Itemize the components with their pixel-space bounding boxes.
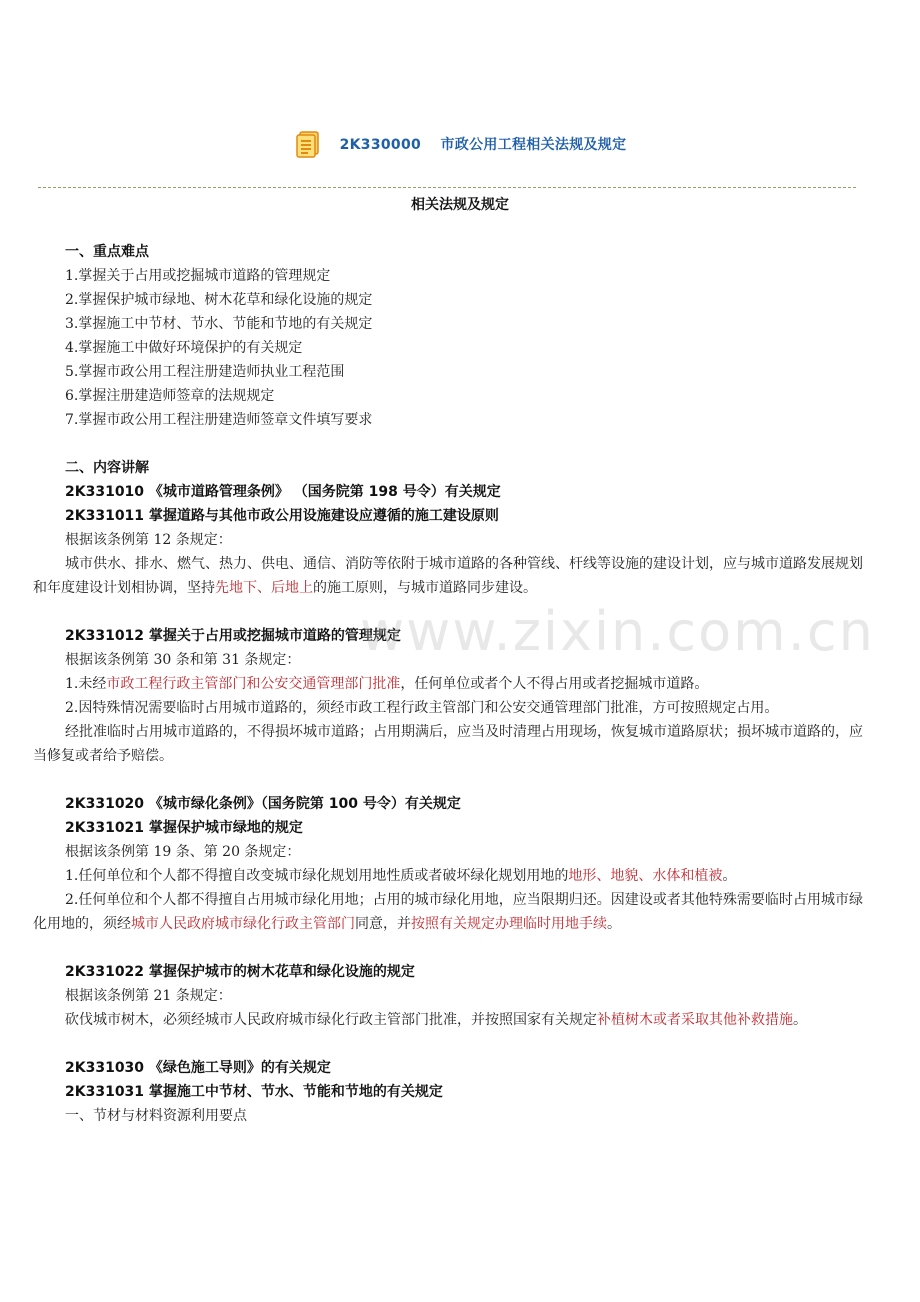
clause-paragraph: 砍伐城市树木，必须经城市人民政府城市绿化行政主管部门批准，并按照国家有关规定补植树木或者采取其他补救措施。	[65, 1012, 807, 1028]
regulation-title: 2K331010 《城市道路管理条例》 （国务院第 198 号令）有关规定	[65, 484, 501, 500]
clause-item: 2.因特殊情况需要临时占用城市道路的，须经市政工程行政主管部门和公安交通管理部门批准，方可按照规定占用。	[65, 700, 779, 716]
list-item: 6.掌握注册建造师签章的法规规定	[65, 388, 275, 404]
clause-item: 一、节材与材料资源利用要点	[65, 1108, 247, 1124]
clause-basis: 根据该条例第 21 条规定：	[65, 988, 232, 1004]
section-title: 相关法规及规定	[411, 197, 509, 213]
chapter-title: 2K330000 市政公用工程相关法规及规定	[339, 137, 627, 153]
list-item: 3.掌握施工中节材、节水、节能和节地的有关规定	[65, 316, 373, 332]
clause-basis: 根据该条例第 30 条和第 31 条规定：	[65, 652, 301, 668]
clause-paragraph: 经批准临时占用城市道路的，不得损坏城市道路；占用期满后，应当及时清理占用现场，恢复城市道路原状；损坏城市道路的，应当修复或者给予赔偿。	[33, 724, 863, 764]
clause-item: 2.任何单位和个人都不得擅自占用城市绿化用地；占用的城市绿化用地，应当限期归还。因建设或者其他特殊需要临时占用城市绿化用地的，须经城市人民政府城市绿化行政主管部门同意，并按照有关规定办理临时用地手续。	[33, 892, 863, 932]
list-item: 5.掌握市政公用工程注册建造师执业工程范围	[65, 364, 345, 380]
clause-basis: 根据该条例第 12 条规定：	[65, 532, 232, 548]
list-item: 2.掌握保护城市绿地、树木花草和绿化设施的规定	[65, 292, 373, 308]
clause-title: 2K331022 掌握保护城市的树木花草和绿化设施的规定	[65, 964, 415, 980]
regulation-title: 2K331020 《城市绿化条例》（国务院第 100 号令）有关规定	[65, 796, 461, 812]
clause-basis: 根据该条例第 19 条、第 20 条规定：	[65, 844, 301, 860]
clause-title: 2K331011 掌握道路与其他市政公用设施建设应遵循的施工建设原则	[65, 508, 499, 524]
document-icon	[294, 129, 324, 159]
watermark: www.zixin.com.cn	[360, 600, 875, 663]
highlight-text: 地形、地貌、水体和植被	[568, 868, 723, 884]
clause-title: 2K331021 掌握保护城市绿地的规定	[65, 820, 303, 836]
clause-title: 2K331031 掌握施工中节材、节水、节能和节地的有关规定	[65, 1084, 443, 1100]
clause-item: 1.任何单位和个人都不得擅自改变城市绿化规划用地性质或者破坏绿化规划用地的地形、地貌、水体和植被。	[65, 868, 737, 884]
clause-paragraph: 城市供水、排水、燃气、热力、供电、通信、消防等依附于城市道路的各种管线、杆线等设施的建设计划，应与城市道路发展规划和年度建设计划相协调，坚持先地下、后地上的施工原则，与城市道路同步建设。	[33, 556, 863, 596]
chapter-header	[0, 122, 920, 166]
document-body	[33, 240, 863, 1128]
list-item: 7.掌握市政公用工程注册建造师签章文件填写要求	[65, 412, 373, 428]
regulation-title: 2K331030 《绿色施工导则》的有关规定	[65, 1060, 331, 1076]
list-item: 1.掌握关于占用或挖掘城市道路的管理规定	[65, 268, 331, 284]
highlight-text: 城市人民政府城市绿化行政主管部门	[131, 916, 355, 932]
highlight-text: 补植树木或者采取其他补救措施	[597, 1012, 793, 1028]
clause-item: 1.未经市政工程行政主管部门和公安交通管理部门批准，任何单位或者个人不得占用或者挖掘城市道路。	[65, 676, 709, 692]
list-item: 4.掌握施工中做好环境保护的有关规定	[65, 340, 303, 356]
part2-heading: 二、内容讲解	[65, 460, 149, 476]
clause-title: 2K331012 掌握关于占用或挖掘城市道路的管理规定	[65, 628, 401, 644]
highlight-text: 先地下、后地上	[215, 580, 313, 596]
highlight-text: 市政工程行政主管部门和公安交通管理部门批准	[106, 676, 401, 692]
dashed-divider	[38, 187, 856, 188]
part1-heading: 一、重点难点	[65, 244, 149, 260]
highlight-text: 按照有关规定办理临时用地手续	[411, 916, 607, 932]
